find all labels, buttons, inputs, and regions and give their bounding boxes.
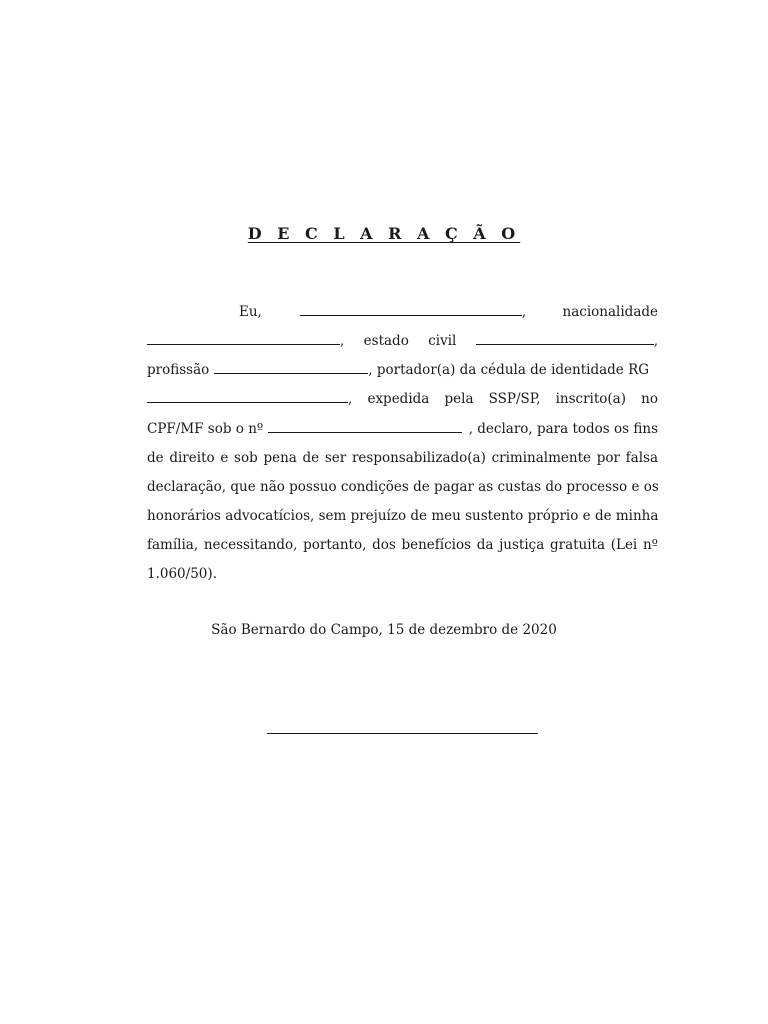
text-declaro: , declaro, para todos os fins (468, 421, 658, 437)
text-comma: , (653, 333, 658, 349)
text-ssp: SSP/SP, (488, 391, 541, 407)
declaration-line-10: 1.060/50). (147, 566, 217, 582)
declaration-line-1 (147, 301, 658, 323)
profession-blank (214, 360, 368, 374)
civil-status-blank (476, 331, 654, 345)
text-no: no (641, 391, 658, 407)
rg-group (147, 388, 352, 410)
text-profissao: profissão (147, 362, 210, 378)
signature-line (267, 733, 538, 734)
declaration-line-5 (147, 418, 658, 440)
declaration-line-4 (147, 388, 658, 410)
text-rg: , portador(a) da cédula de identidade RG (368, 362, 650, 378)
text-comma: , (340, 333, 345, 349)
nationality-group (147, 330, 344, 352)
declaration-line-2 (147, 330, 658, 352)
text-nacionalidade: nacionalidade (562, 304, 658, 320)
text-civil: civil (428, 333, 457, 349)
document-title: D E C L A R A Ç Ã O (247, 224, 521, 243)
declaration-line-7: declaração, que não possuo condições de pagar as custas do processo e os (147, 479, 659, 495)
declaration-line-3 (147, 359, 658, 381)
declaration-line-8: honorários advocatícios, sem prejuízo de meu sustento próprio e de minha (147, 508, 659, 524)
text-comma: , (348, 391, 353, 407)
text-pela: pela (444, 391, 474, 407)
name-blank (300, 302, 522, 316)
text-eu: Eu, (239, 304, 262, 320)
civil-status-group (476, 330, 658, 352)
text-estado: estado (363, 333, 409, 349)
declaration-line-6: de direito e sob pena de ser responsabilizado(a) criminalmente por falsa (147, 450, 658, 466)
nationality-blank (147, 331, 340, 345)
text-inscrito: inscrito(a) (555, 391, 627, 407)
text-comma: , (521, 304, 527, 320)
text-expedida: expedida (367, 391, 430, 407)
place-date: São Bernardo do Campo, 15 de dezembro de 2020 (211, 622, 557, 638)
cpf-blank (268, 419, 462, 433)
rg-blank (147, 389, 348, 403)
declaration-line-9: família, necessitando, portanto, dos benefícios da justiça gratuita (Lei nº (147, 537, 658, 553)
text-cpf: CPF/MF sob o nº (147, 421, 264, 437)
